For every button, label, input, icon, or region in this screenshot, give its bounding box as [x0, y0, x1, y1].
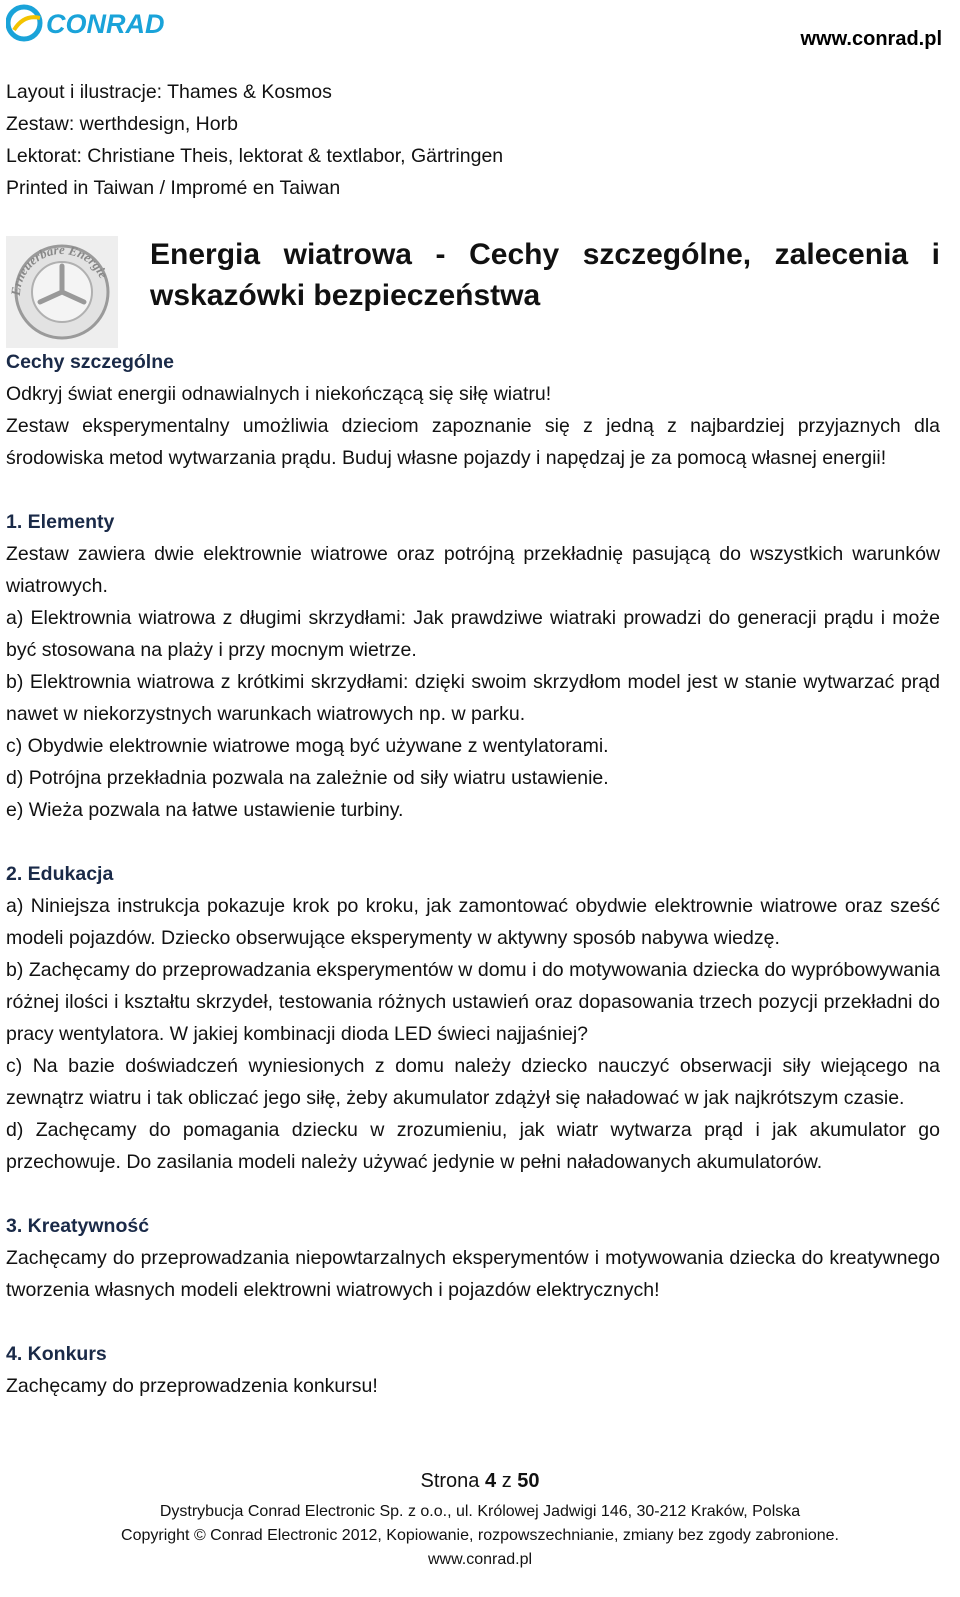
renewable-energy-badge-icon — [6, 236, 118, 348]
paragraph: Odkryj świat energii odnawialnych i niekończącą się siłę wiatru! — [6, 383, 552, 405]
list-item: a) Niniejsza instrukcja pokazuje krok po kroku, jak zamontować obydwie elektrownie wiatrowe oraz sześć modeli pojazdów. Dziecko obserwujące eksperymenty w aktywny sposób nabywa wiedzę. — [6, 895, 940, 949]
footer-site-link[interactable]: www.conrad.pl — [427, 1551, 533, 1568]
badge-text: Erneuerbare Energie — [7, 241, 112, 297]
credit-line: Layout i ilustracje: Thames & Kosmos — [6, 81, 332, 103]
conrad-logo — [6, 4, 164, 42]
header-site-link[interactable]: www.conrad.pl — [800, 28, 942, 50]
list-item: d) Zachęcamy do pomagania dziecku w zrozumieniu, jak wiatr wytwarza prąd i jak akumulator go przechowuje. Do zasilania modeli należy używać jedynie w pełni naładowanych akumulatorów. — [6, 1119, 940, 1173]
paragraph: Zachęcamy do przeprowadzania niepowtarzalnych eksperymentów i motywowania dziecka do kreatywnego tworzenia własnych modeli elektrowni wiatrowych i pojazdów elektrycznych! — [6, 1247, 940, 1301]
credit-line: Zestaw: werthdesign, Horb — [6, 113, 238, 135]
document-body — [6, 346, 940, 1402]
list-item: c) Obydwie elektrownie wiatrowe mogą być używane z wentylatorami. — [6, 735, 609, 757]
credits-block — [6, 76, 503, 204]
section-heading-elements: 1. Elementy — [6, 511, 115, 533]
paragraph: Zestaw eksperymentalny umożliwia dzieciom zapoznanie się z jedną z najbardziej przyjaznych dla środowiska metod wytwarzania prądu. Buduj własne pojazdy i napędzaj je za pomocą własnej energii! — [6, 415, 940, 469]
section-heading-creativity: 3. Kreatywność — [6, 1215, 150, 1237]
list-item: d) Potrójna przekładnia pozwala na zależnie od siły wiatru ustawienie. — [6, 767, 609, 789]
total-pages: 50 — [517, 1470, 540, 1492]
credit-line: Printed in Taiwan / Impromé en Taiwan — [6, 177, 341, 199]
section-heading-contest: 4. Konkurs — [6, 1343, 107, 1365]
footer-distribution: Dystrybucja Conrad Electronic Sp. z o.o., ul. Królowej Jadwigi 146, 30-212 Kraków, Polska — [159, 1503, 801, 1520]
section-heading-education: 2. Edukacja — [6, 863, 114, 885]
paragraph: Zestaw zawiera dwie elektrownie wiatrowe oraz potrójną przekładnię pasującą do wszystkich warunków wiatrowych. — [6, 543, 940, 597]
footer-copyright: Copyright © Conrad Electronic 2012, Kopiowanie, rozpowszechnianie, zmiany bez zgody zabronione. — [121, 1527, 839, 1544]
page-label: Strona — [420, 1470, 480, 1492]
page-title: Energia wiatrowa - Cechy szczególne, zalecenia i wskazówki bezpieczeństwa — [150, 238, 940, 312]
current-page: 4 — [485, 1470, 497, 1492]
credit-line: Lektorat: Christiane Theis, lektorat & textlabor, Gärtringen — [6, 145, 504, 167]
logo-text: CONRAD — [46, 9, 164, 39]
page-number — [0, 1470, 960, 1493]
list-item: a) Elektrownia wiatrowa z długimi skrzydłami: Jak prawdziwe wiatraki prowadzi do generacji prądu i może być stosowana na plaży i przy mocnym wietrze. — [6, 607, 940, 661]
paragraph: Zachęcamy do przeprowadzenia konkursu! — [6, 1375, 378, 1397]
list-item: b) Elektrownia wiatrowa z krótkimi skrzydłami: dzięki swoim skrzydłom model jest w stanie wytwarzać prąd nawet w niekorzystnych warunkach wiatrowych np. w parku. — [6, 671, 940, 725]
list-item: e) Wieża pozwala na łatwe ustawienie turbiny. — [6, 799, 404, 821]
list-item: b) Zachęcamy do przeprowadzania eksperymentów w domu i do motywowania dziecka do wypróbowywania różnej ilości i kształtu skrzydeł, testowania różnych ustawień oraz dopasowania trzech pozycji przekładni do pracy wentylatora. W jakiej kombinacji dioda LED świeci najjaśniej? — [6, 959, 940, 1045]
list-item: c) Na bazie doświadczeń wyniesionych z domu należy dziecko nauczyć obserwacji siły wiejącego na zewnątrz wiatru i tak obliczać jego siłę, żeby akumulator zdążył się naładować w jak najkrótszym czasie. — [6, 1055, 940, 1109]
section-heading-features: Cechy szczególne — [6, 351, 174, 373]
page-separator: z — [501, 1470, 512, 1492]
